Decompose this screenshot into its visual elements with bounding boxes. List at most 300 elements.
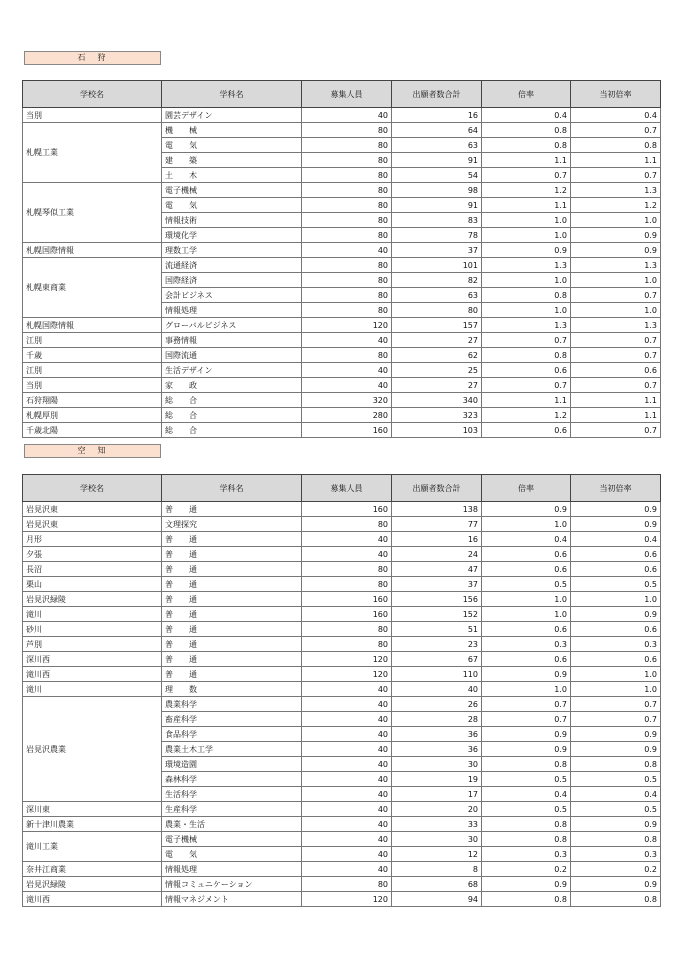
capacity-cell: 80	[302, 622, 392, 637]
table-row	[23, 363, 661, 378]
applicants-cell: 36	[392, 742, 482, 757]
department-cell: 流通経済	[162, 258, 302, 273]
applicants-cell: 8	[392, 862, 482, 877]
capacity-cell: 80	[302, 183, 392, 198]
ratio-cell: 0.7	[482, 697, 571, 712]
department-cell: 電 気	[162, 138, 302, 153]
ratio-cell: 0.6	[482, 622, 571, 637]
table-row	[23, 183, 661, 198]
applicants-cell: 98	[392, 183, 482, 198]
applicants-cell: 157	[392, 318, 482, 333]
school-name-cell: 千歳北陽	[23, 423, 162, 438]
initial-ratio-cell: 1.0	[571, 303, 661, 318]
school-name-cell: 岩見沢緑陵	[23, 877, 162, 892]
capacity-cell: 40	[302, 378, 392, 393]
ratio-cell: 0.3	[482, 637, 571, 652]
capacity-cell: 40	[302, 243, 392, 258]
applicants-cell: 103	[392, 423, 482, 438]
department-cell: 園芸デザイン	[162, 108, 302, 123]
capacity-cell: 80	[302, 877, 392, 892]
applicants-cell: 82	[392, 273, 482, 288]
department-cell: 土 木	[162, 168, 302, 183]
department-cell: 情報コミュニケーション	[162, 877, 302, 892]
applicants-cell: 138	[392, 502, 482, 517]
department-cell: 普 通	[162, 532, 302, 547]
capacity-cell: 40	[302, 333, 392, 348]
applicants-cell: 27	[392, 378, 482, 393]
school-name-cell: 当別	[23, 108, 162, 123]
table-row	[23, 832, 661, 847]
applicants-cell: 91	[392, 153, 482, 168]
ratio-cell: 1.0	[482, 592, 571, 607]
department-cell: 文理探究	[162, 517, 302, 532]
capacity-cell: 320	[302, 393, 392, 408]
school-name-cell: 滝川	[23, 607, 162, 622]
ratio-cell: 0.9	[482, 243, 571, 258]
initial-ratio-cell: 1.0	[571, 592, 661, 607]
applicants-cell: 54	[392, 168, 482, 183]
school-name-cell: 札幌厚別	[23, 408, 162, 423]
department-cell: 電 気	[162, 847, 302, 862]
department-cell: 普 通	[162, 637, 302, 652]
initial-ratio-cell: 0.6	[571, 547, 661, 562]
ratio-cell: 0.6	[482, 423, 571, 438]
ratio-cell: 1.1	[482, 198, 571, 213]
header-capacity: 募集人員	[302, 475, 392, 502]
table-row	[23, 348, 661, 363]
table-row	[23, 123, 661, 138]
department-cell: 情報マネジメント	[162, 892, 302, 907]
school-name-cell: 奈井江商業	[23, 862, 162, 877]
school-name-cell: 岩見沢東	[23, 517, 162, 532]
applicants-cell: 110	[392, 667, 482, 682]
ratio-cell: 0.5	[482, 577, 571, 592]
applicants-cell: 19	[392, 772, 482, 787]
department-cell: グローバルビジネス	[162, 318, 302, 333]
initial-ratio-cell: 1.3	[571, 183, 661, 198]
applicants-cell: 47	[392, 562, 482, 577]
applicants-cell: 37	[392, 577, 482, 592]
table-row	[23, 423, 661, 438]
table-row	[23, 517, 661, 532]
capacity-cell: 120	[302, 667, 392, 682]
ratio-cell: 1.0	[482, 273, 571, 288]
school-name-cell: 滝川工業	[23, 832, 162, 862]
initial-ratio-cell: 0.8	[571, 757, 661, 772]
applicants-cell: 16	[392, 532, 482, 547]
school-name-cell: 岩見沢緑陵	[23, 592, 162, 607]
ratio-cell: 0.7	[482, 333, 571, 348]
header-ratio: 倍率	[482, 475, 571, 502]
capacity-cell: 40	[302, 363, 392, 378]
ratio-cell: 1.0	[482, 228, 571, 243]
applicants-cell: 323	[392, 408, 482, 423]
department-cell: 農業土木工学	[162, 742, 302, 757]
initial-ratio-cell: 1.1	[571, 153, 661, 168]
initial-ratio-cell: 0.7	[571, 712, 661, 727]
applicants-cell: 27	[392, 333, 482, 348]
capacity-cell: 40	[302, 712, 392, 727]
initial-ratio-cell: 0.7	[571, 378, 661, 393]
school-name-cell: 栗山	[23, 577, 162, 592]
capacity-cell: 40	[302, 547, 392, 562]
initial-ratio-cell: 0.7	[571, 348, 661, 363]
department-cell: 総 合	[162, 423, 302, 438]
initial-ratio-cell: 0.5	[571, 577, 661, 592]
ratio-cell: 0.9	[482, 727, 571, 742]
capacity-cell: 80	[302, 273, 392, 288]
school-name-cell: 深川東	[23, 802, 162, 817]
capacity-cell: 40	[302, 832, 392, 847]
applicants-cell: 68	[392, 877, 482, 892]
department-cell: 情報処理	[162, 862, 302, 877]
applicants-cell: 77	[392, 517, 482, 532]
applicants-cell: 156	[392, 592, 482, 607]
table-row	[23, 892, 661, 907]
ratio-cell: 1.0	[482, 213, 571, 228]
school-name-cell: 札幌東商業	[23, 258, 162, 318]
department-cell: 事務情報	[162, 333, 302, 348]
applicants-cell: 36	[392, 727, 482, 742]
table-row	[23, 862, 661, 877]
department-cell: 理 数	[162, 682, 302, 697]
department-cell: 普 通	[162, 577, 302, 592]
initial-ratio-cell: 0.2	[571, 862, 661, 877]
initial-ratio-cell: 0.8	[571, 892, 661, 907]
school-name-cell: 長沼	[23, 562, 162, 577]
ratio-cell: 0.9	[482, 667, 571, 682]
initial-ratio-cell: 0.9	[571, 742, 661, 757]
header-row	[23, 475, 661, 502]
department-cell: 普 通	[162, 592, 302, 607]
header-applicants: 出願者数合計	[392, 81, 482, 108]
header-applicants: 出願者数合計	[392, 475, 482, 502]
applicants-cell: 20	[392, 802, 482, 817]
department-cell: 国際経済	[162, 273, 302, 288]
sorachi-table	[22, 474, 661, 907]
capacity-cell: 80	[302, 258, 392, 273]
initial-ratio-cell: 0.9	[571, 243, 661, 258]
ratio-cell: 0.5	[482, 802, 571, 817]
applicants-cell: 12	[392, 847, 482, 862]
ratio-cell: 1.2	[482, 408, 571, 423]
applicants-cell: 40	[392, 682, 482, 697]
ratio-cell: 0.7	[482, 378, 571, 393]
applicants-cell: 17	[392, 787, 482, 802]
ratio-cell: 1.1	[482, 153, 571, 168]
capacity-cell: 80	[302, 138, 392, 153]
table-row	[23, 637, 661, 652]
capacity-cell: 40	[302, 802, 392, 817]
header-school: 学校名	[23, 81, 162, 108]
ratio-cell: 1.3	[482, 318, 571, 333]
table-row	[23, 592, 661, 607]
department-cell: 生活デザイン	[162, 363, 302, 378]
department-cell: 普 通	[162, 502, 302, 517]
school-name-cell: 新十津川農業	[23, 817, 162, 832]
applicants-cell: 62	[392, 348, 482, 363]
table-row	[23, 258, 661, 273]
department-cell: 農業・生活	[162, 817, 302, 832]
header-row	[23, 81, 661, 108]
ratio-cell: 1.0	[482, 517, 571, 532]
capacity-cell: 40	[302, 682, 392, 697]
ratio-cell: 0.9	[482, 742, 571, 757]
initial-ratio-cell: 0.3	[571, 847, 661, 862]
initial-ratio-cell: 0.7	[571, 697, 661, 712]
applicants-cell: 67	[392, 652, 482, 667]
table-row	[23, 547, 661, 562]
ratio-cell: 0.8	[482, 892, 571, 907]
capacity-cell: 80	[302, 198, 392, 213]
table-row	[23, 607, 661, 622]
initial-ratio-cell: 0.9	[571, 877, 661, 892]
table-row	[23, 378, 661, 393]
capacity-cell: 40	[302, 757, 392, 772]
capacity-cell: 80	[302, 123, 392, 138]
capacity-cell: 160	[302, 592, 392, 607]
capacity-cell: 80	[302, 517, 392, 532]
school-name-cell: 滝川西	[23, 667, 162, 682]
ratio-cell: 0.5	[482, 772, 571, 787]
department-cell: 電 気	[162, 198, 302, 213]
ratio-cell: 0.8	[482, 138, 571, 153]
initial-ratio-cell: 1.0	[571, 667, 661, 682]
school-name-cell: 札幌工業	[23, 123, 162, 183]
applicants-cell: 51	[392, 622, 482, 637]
capacity-cell: 40	[302, 772, 392, 787]
table-row	[23, 333, 661, 348]
ratio-cell: 0.6	[482, 652, 571, 667]
ratio-cell: 0.8	[482, 757, 571, 772]
initial-ratio-cell: 1.0	[571, 213, 661, 228]
initial-ratio-cell: 0.5	[571, 802, 661, 817]
initial-ratio-cell: 0.7	[571, 333, 661, 348]
table-row	[23, 393, 661, 408]
ratio-cell: 0.6	[482, 363, 571, 378]
school-name-cell: 滝川西	[23, 892, 162, 907]
table-row	[23, 652, 661, 667]
applicants-cell: 64	[392, 123, 482, 138]
capacity-cell: 120	[302, 652, 392, 667]
initial-ratio-cell: 1.0	[571, 273, 661, 288]
department-cell: 情報処理	[162, 303, 302, 318]
header-initial-ratio: 当初倍率	[571, 475, 661, 502]
ratio-cell: 0.6	[482, 547, 571, 562]
capacity-cell: 40	[302, 817, 392, 832]
capacity-cell: 40	[302, 727, 392, 742]
capacity-cell: 40	[302, 742, 392, 757]
school-name-cell: 砂川	[23, 622, 162, 637]
applicants-cell: 63	[392, 138, 482, 153]
initial-ratio-cell: 0.9	[571, 228, 661, 243]
department-cell: 家 政	[162, 378, 302, 393]
department-cell: 食品科学	[162, 727, 302, 742]
applicants-cell: 33	[392, 817, 482, 832]
applicants-cell: 16	[392, 108, 482, 123]
school-name-cell: 石狩翔陽	[23, 393, 162, 408]
initial-ratio-cell: 1.1	[571, 408, 661, 423]
department-cell: 普 通	[162, 622, 302, 637]
capacity-cell: 80	[302, 637, 392, 652]
initial-ratio-cell: 0.4	[571, 787, 661, 802]
ratio-cell: 0.7	[482, 168, 571, 183]
header-capacity: 募集人員	[302, 81, 392, 108]
table-row	[23, 532, 661, 547]
table-row	[23, 817, 661, 832]
table-row	[23, 682, 661, 697]
ratio-cell: 0.8	[482, 123, 571, 138]
initial-ratio-cell: 0.3	[571, 637, 661, 652]
ratio-cell: 1.0	[482, 607, 571, 622]
initial-ratio-cell: 0.6	[571, 363, 661, 378]
school-name-cell: 千歳	[23, 348, 162, 363]
school-name-cell: 深川西	[23, 652, 162, 667]
ratio-cell: 0.3	[482, 847, 571, 862]
department-cell: 普 通	[162, 607, 302, 622]
applicants-cell: 26	[392, 697, 482, 712]
school-name-cell: 月形	[23, 532, 162, 547]
department-cell: 総 合	[162, 408, 302, 423]
table-row	[23, 502, 661, 517]
region-label-sorachi: 空 知	[24, 444, 161, 458]
table-row	[23, 562, 661, 577]
initial-ratio-cell: 0.6	[571, 622, 661, 637]
capacity-cell: 40	[302, 108, 392, 123]
header-ratio: 倍率	[482, 81, 571, 108]
applicants-cell: 37	[392, 243, 482, 258]
ratio-cell: 1.3	[482, 258, 571, 273]
applicants-cell: 30	[392, 832, 482, 847]
initial-ratio-cell: 0.8	[571, 138, 661, 153]
capacity-cell: 80	[302, 303, 392, 318]
school-name-cell: 岩見沢農業	[23, 697, 162, 802]
school-name-cell: 札幌国際情報	[23, 318, 162, 333]
capacity-cell: 80	[302, 228, 392, 243]
school-name-cell: 岩見沢東	[23, 502, 162, 517]
applicants-cell: 24	[392, 547, 482, 562]
applicants-cell: 63	[392, 288, 482, 303]
applicants-cell: 83	[392, 213, 482, 228]
table-row	[23, 667, 661, 682]
applicants-cell: 91	[392, 198, 482, 213]
initial-ratio-cell: 0.5	[571, 772, 661, 787]
applicants-cell: 30	[392, 757, 482, 772]
ratio-cell: 0.4	[482, 787, 571, 802]
school-name-cell: 当別	[23, 378, 162, 393]
table-row	[23, 697, 661, 712]
department-cell: 国際流通	[162, 348, 302, 363]
capacity-cell: 120	[302, 892, 392, 907]
capacity-cell: 80	[302, 562, 392, 577]
ratio-cell: 1.1	[482, 393, 571, 408]
capacity-cell: 40	[302, 847, 392, 862]
ratio-cell: 0.8	[482, 817, 571, 832]
capacity-cell: 160	[302, 607, 392, 622]
ratio-cell: 0.9	[482, 502, 571, 517]
department-cell: 普 通	[162, 667, 302, 682]
table-row	[23, 108, 661, 123]
department-cell: 機 械	[162, 123, 302, 138]
ishikari-table	[22, 80, 661, 438]
initial-ratio-cell: 1.2	[571, 198, 661, 213]
table-row	[23, 318, 661, 333]
initial-ratio-cell: 0.9	[571, 517, 661, 532]
department-cell: 情報技術	[162, 213, 302, 228]
school-name-cell: 滝川	[23, 682, 162, 697]
ratio-cell: 0.8	[482, 288, 571, 303]
applicants-cell: 94	[392, 892, 482, 907]
header-school: 学校名	[23, 475, 162, 502]
capacity-cell: 80	[302, 288, 392, 303]
school-name-cell: 札幌琴似工業	[23, 183, 162, 243]
department-cell: 総 合	[162, 393, 302, 408]
initial-ratio-cell: 0.7	[571, 423, 661, 438]
initial-ratio-cell: 0.7	[571, 123, 661, 138]
initial-ratio-cell: 0.4	[571, 108, 661, 123]
capacity-cell: 40	[302, 697, 392, 712]
capacity-cell: 40	[302, 532, 392, 547]
header-department: 学科名	[162, 81, 302, 108]
ratio-cell: 0.4	[482, 532, 571, 547]
initial-ratio-cell: 0.6	[571, 652, 661, 667]
initial-ratio-cell: 0.9	[571, 607, 661, 622]
capacity-cell: 280	[302, 408, 392, 423]
header-department: 学科名	[162, 475, 302, 502]
applicants-cell: 28	[392, 712, 482, 727]
header-initial-ratio: 当初倍率	[571, 81, 661, 108]
school-name-cell: 夕張	[23, 547, 162, 562]
table-row	[23, 577, 661, 592]
capacity-cell: 80	[302, 168, 392, 183]
capacity-cell: 80	[302, 577, 392, 592]
applicants-cell: 80	[392, 303, 482, 318]
table-row	[23, 802, 661, 817]
school-name-cell: 芦別	[23, 637, 162, 652]
ratio-cell: 0.8	[482, 348, 571, 363]
department-cell: 普 通	[162, 562, 302, 577]
applicants-cell: 25	[392, 363, 482, 378]
school-name-cell: 江別	[23, 333, 162, 348]
ratio-cell: 0.9	[482, 877, 571, 892]
department-cell: 環境造園	[162, 757, 302, 772]
initial-ratio-cell: 0.4	[571, 532, 661, 547]
department-cell: 生産科学	[162, 802, 302, 817]
ratio-cell: 1.2	[482, 183, 571, 198]
initial-ratio-cell: 0.9	[571, 727, 661, 742]
applicants-cell: 152	[392, 607, 482, 622]
initial-ratio-cell: 1.0	[571, 682, 661, 697]
ratio-cell: 1.0	[482, 303, 571, 318]
department-cell: 建 築	[162, 153, 302, 168]
department-cell: 電子機械	[162, 832, 302, 847]
initial-ratio-cell: 0.8	[571, 832, 661, 847]
department-cell: 森林科学	[162, 772, 302, 787]
region-label-ishikari: 石 狩	[24, 51, 161, 65]
department-cell: 生活科学	[162, 787, 302, 802]
initial-ratio-cell: 1.3	[571, 258, 661, 273]
capacity-cell: 80	[302, 153, 392, 168]
initial-ratio-cell: 0.7	[571, 168, 661, 183]
applicants-cell: 340	[392, 393, 482, 408]
initial-ratio-cell: 1.1	[571, 393, 661, 408]
initial-ratio-cell: 0.9	[571, 502, 661, 517]
table-row	[23, 243, 661, 258]
capacity-cell: 40	[302, 862, 392, 877]
capacity-cell: 40	[302, 787, 392, 802]
department-cell: 会計ビジネス	[162, 288, 302, 303]
table-row	[23, 408, 661, 423]
